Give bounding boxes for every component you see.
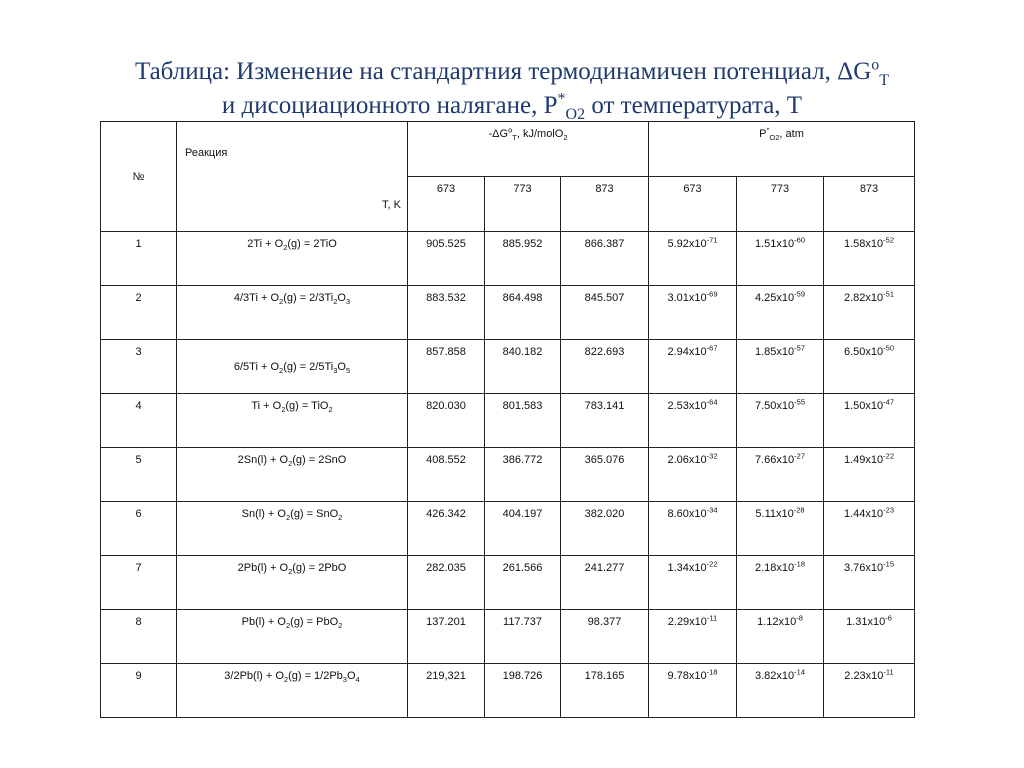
header-temp-cell: 673: [408, 177, 485, 232]
pressure-cell: $2.18x10^{-18}$: [737, 556, 824, 610]
delta-g-cell: 408.552: [408, 448, 485, 502]
delta-g-cell: 178.165: [561, 664, 649, 718]
delta-g-cell: 820.030: [408, 394, 485, 448]
pressure-cell: $2.23x10^{-11}$: [824, 664, 915, 718]
table-row: [101, 286, 915, 340]
row-number: 2: [101, 286, 177, 340]
reaction-cell: $Ti + O_2(g) = TiO_2$: [177, 394, 408, 448]
pressure-cell: $1.49x10^{-22}$: [824, 448, 915, 502]
reaction-cell: $Sn(l) + O_2(g) = SnO_2$: [177, 502, 408, 556]
row-number: 1: [101, 232, 177, 286]
header-temp-cell: 673: [649, 177, 737, 232]
reaction-cell: $4/3Ti + O_2(g) = 2/3Ti_2O_3$: [177, 286, 408, 340]
delta-g-cell: 857.858: [408, 340, 485, 394]
header-pressure: $P^*_{O2}$, atm: [649, 122, 915, 177]
delta-g-cell: 426.342: [408, 502, 485, 556]
table-row: [101, 556, 915, 610]
pressure-cell: $1.85x10^{-57}$: [737, 340, 824, 394]
pressure-cell: $4.25x10^{-59}$: [737, 286, 824, 340]
table-row: [101, 502, 915, 556]
header-reaction: [177, 122, 408, 232]
pressure-cell: $2.53x10^{-64}$: [649, 394, 737, 448]
reaction-cell: $6/5Ti + O_2(g) = 2/5Ti_3O_5$: [177, 340, 408, 394]
delta-g-cell: 365.076: [561, 448, 649, 502]
reaction-cell: $2Ti + O_2(g) = 2TiO$: [177, 232, 408, 286]
pressure-cell: $2.94x10^{-67}$: [649, 340, 737, 394]
thermodynamic-table: [100, 121, 915, 718]
pressure-cell: $8.60x10^{-34}$: [649, 502, 737, 556]
delta-g-cell: 117.737: [485, 610, 561, 664]
delta-g-cell: 241.277: [561, 556, 649, 610]
reaction-cell: $Pb(l) + O_2(g) = PbO_2$: [177, 610, 408, 664]
header-number: №: [101, 122, 177, 232]
pressure-cell: $3.76x10^{-15}$: [824, 556, 915, 610]
pressure-cell: $1.51x10^{-60}$: [737, 232, 824, 286]
delta-g-cell: 198.726: [485, 664, 561, 718]
delta-g-cell: 386.772: [485, 448, 561, 502]
reaction-cell: $2Sn(l) + O_2(g) = 2SnO$: [177, 448, 408, 502]
row-number: 7: [101, 556, 177, 610]
pressure-cell: $3.82x10^{-14}$: [737, 664, 824, 718]
header-temp-cell: 873: [824, 177, 915, 232]
delta-g-cell: 885.952: [485, 232, 561, 286]
pressure-cell: $5.11x10^{-28}$: [737, 502, 824, 556]
pressure-cell: $1.44x10^{-23}$: [824, 502, 915, 556]
table-row: [101, 664, 915, 718]
header-temp-cell: 773: [485, 177, 561, 232]
pressure-cell: $1.31x10^{-6}$: [824, 610, 915, 664]
delta-g-cell: 137.201: [408, 610, 485, 664]
delta-g-cell: 905.525: [408, 232, 485, 286]
table-row: [101, 394, 915, 448]
delta-g-cell: 219,321: [408, 664, 485, 718]
pressure-cell: $1.12x10^{-8}$: [737, 610, 824, 664]
delta-g-cell: 845.507: [561, 286, 649, 340]
header-delta-g: $-\Delta G^o_T$, kJ/molO$_2$: [408, 122, 649, 177]
header-reaction-label: Реакция: [185, 147, 228, 159]
pressure-cell: $3.01x10^{-69}$: [649, 286, 737, 340]
title-line-2: и дисоциационното налягане, $P^*_{O2}$ от температурата, T: [221, 90, 803, 123]
header-temperature-label: T, K: [382, 199, 401, 211]
delta-g-cell: 98.377: [561, 610, 649, 664]
table-body: [101, 232, 915, 718]
delta-g-cell: 382.020: [561, 502, 649, 556]
pressure-cell: $2.29x10^{-11}$: [649, 610, 737, 664]
row-number: 8: [101, 610, 177, 664]
table-row: [101, 610, 915, 664]
page-title: [0, 55, 1024, 123]
pressure-cell: $2.82x10^{-51}$: [824, 286, 915, 340]
row-number: 5: [101, 448, 177, 502]
delta-g-cell: 864.498: [485, 286, 561, 340]
row-number: 6: [101, 502, 177, 556]
delta-g-cell: 883.532: [408, 286, 485, 340]
delta-g-cell: 822.693: [561, 340, 649, 394]
delta-g-cell: 801.583: [485, 394, 561, 448]
pressure-cell: $6.50x10^{-50}$: [824, 340, 915, 394]
delta-g-cell: 783.141: [561, 394, 649, 448]
delta-g-cell: 282.035: [408, 556, 485, 610]
pressure-cell: $2.06x10^{-32}$: [649, 448, 737, 502]
delta-g-cell: 840.182: [485, 340, 561, 394]
delta-g-cell: 866.387: [561, 232, 649, 286]
delta-g-cell: 261.566: [485, 556, 561, 610]
table-row: [101, 340, 915, 394]
pressure-cell: $7.66x10^{-27}$: [737, 448, 824, 502]
pressure-cell: $1.34x10^{-22}$: [649, 556, 737, 610]
header-temp-cell: 773: [737, 177, 824, 232]
table-row: [101, 448, 915, 502]
header-temp-cell: 873: [561, 177, 649, 232]
pressure-cell: $5.92x10^{-71}$: [649, 232, 737, 286]
pressure-cell: $7.50x10^{-55}$: [737, 394, 824, 448]
row-number: 3: [101, 340, 177, 394]
reaction-cell: $2Pb(l) + O_2(g) = 2PbO$: [177, 556, 408, 610]
table-row: [101, 232, 915, 286]
delta-g-cell: 404.197: [485, 502, 561, 556]
reaction-cell: $3/2Pb(l) + O_2(g) = 1/2Pb_3O_4$: [177, 664, 408, 718]
pressure-cell: $1.50x10^{-47}$: [824, 394, 915, 448]
title-line-1: Таблица: Изменение на стандартния термодинамичен потенциал, $\Delta G^o_T$: [134, 56, 890, 89]
row-number: 4: [101, 394, 177, 448]
pressure-cell: $9.78x10^{-18}$: [649, 664, 737, 718]
row-number: 9: [101, 664, 177, 718]
pressure-cell: $1.58x10^{-52}$: [824, 232, 915, 286]
